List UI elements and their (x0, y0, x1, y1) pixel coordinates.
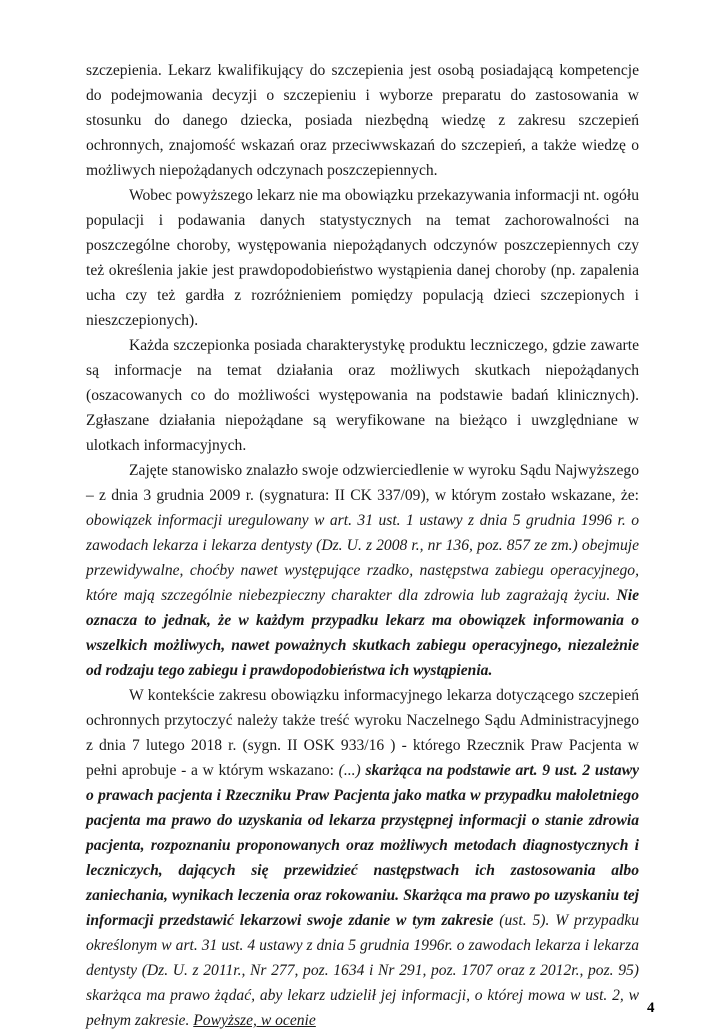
paragraph-text: Wobec powyższego lekarz nie ma obowiązku przekazywania informacji nt. ogółu populacji i podawania danych statystycznych na temat zachorowalności na poszczególne choroby, występowania niepożądanych odczynów poszczepiennych czy też określenia jakie jest prawdopodobieństwo wystąpienia danej choroby (np. zapalenia ucha czy też gardła z rozróżnieniem pomiędzy populacją dzieci szczepionych i nieszczepionych). (86, 187, 639, 329)
court-quote-emphasis: Nie oznacza to jednak, że w każdym przypadku lekarz ma obowiązek informowania o wszelkich możliwych, nawet poważnych skutkach zabiegu operacyjnego, niezależnie od rodzaju tego zabiegu i prawdopodobieństwa ich wystąpienia. (86, 587, 639, 679)
paragraph-no-obligation-statistics (86, 183, 639, 333)
document-page (86, 58, 639, 1033)
nsa-quote-emphasis: skarżąca na podstawie art. 9 ust. 2 ustawy o prawach pacjenta i Rzeczniku Praw Pacjenta jako matka w przypadku małoletniego pacjenta ma prawo do uzyskania od lekarza przystępnej informacji o stanie zdrowia pacjenta, rozpoznaniu proponowanych oraz możliwych metodach diagnostycznych i leczniczych, dających się przewidzieć następstwach ich zastosowania albo zaniechania, wynikach leczenia oraz rokowaniu. Skarżąca ma prawo po uzyskaniu tej informacji przedstawić lekarzowi swoje zdanie w tym zakresie (86, 762, 640, 929)
paragraph-text: W kontekście zakresu obowiązku informacyjnego lekarza dotyczącego szczepień ochronnych przytoczyć należy także treść wyroku Naczelnego Sądu Administracyjnego z dnia 7 lutego 2018 r. (sygn. II OSK 933/16 ) - którego Rzecznik Praw Pacjenta w pełni aprobuje - a w którym wskazano: (86, 687, 639, 779)
paragraph-vaccination-doctor-competence (86, 58, 639, 183)
paragraph-text: Zajęte stanowisko znalazło swoje odzwierciedlenie w wyroku Sądu Najwyższego – z dnia 3 grudnia 2009 r. (sygnatura: II CK 337/09), w którym zostało wskazane, że: (86, 462, 639, 504)
paragraph-nsa-ruling (86, 683, 639, 1033)
paragraph-supreme-court-ruling (86, 458, 639, 683)
paragraph-product-characteristics (86, 333, 639, 458)
paragraph-text: szczepienia. Lekarz kwalifikujący do szczepienia jest osobą posiadającą kompetencje do podejmowania decyzji o szczepieniu i wyborze preparatu do zastosowania w stosunku do danego dziecka, posiada niezbędną wiedzę z zakresu szczepień ochronnych, znajomość wskazań oraz przeciwwskazań do szczepień, a także wiedzę o możliwych niepożądanych odczynach poszczepiennych. (86, 62, 639, 179)
court-quote-italic: obowiązek informacji uregulowany w art. 31 ust. 1 ustawy z dnia 5 grudnia 1996 r. o zawodach lekarza i lekarza dentysty (Dz. U. z 2008 r., nr 136, poz. 857 ze zm.) obejmuje przewidywalne, choćby nawet występujące rzadko, następstwa zabiegu operacyjnego, które mają szczególnie niebezpieczny charakter dla zdrowia lub zagrażają życiu. (86, 512, 639, 604)
nsa-quote-italic: (ust. 5). W przypadku określonym w art. 31 ust. 4 ustawy z dnia 5 grudnia 1996r. o zawodach lekarza i lekarza dentysty (Dz. U. z 2011r., Nr 277, poz. 1634 i Nr 291, poz. 1707 oraz z 2012r., poz. 95) skarżąca ma prawo żądać, aby lekarz udzielił jej informacji, o której mowa w ust. 2, w pełnym zakresie. (86, 912, 640, 1029)
paragraph-text: Każda szczepionka posiada charakterystykę produktu leczniczego, gdzie zawarte są informacje na temat działania oraz możliwych skutkach niepożądanych (oszacowanych co do możliwości występowania na podstawie badań klinicznych). Zgłaszane działania niepożądane są weryfikowane na bieżąco i uwzględniane w ulotkach informacyjnych. (86, 337, 639, 454)
nsa-quote-underlined: Powyższe, w ocenie (193, 1012, 316, 1029)
page-number: 4 (647, 1000, 655, 1016)
quote-ellipsis: (...) (338, 762, 366, 779)
